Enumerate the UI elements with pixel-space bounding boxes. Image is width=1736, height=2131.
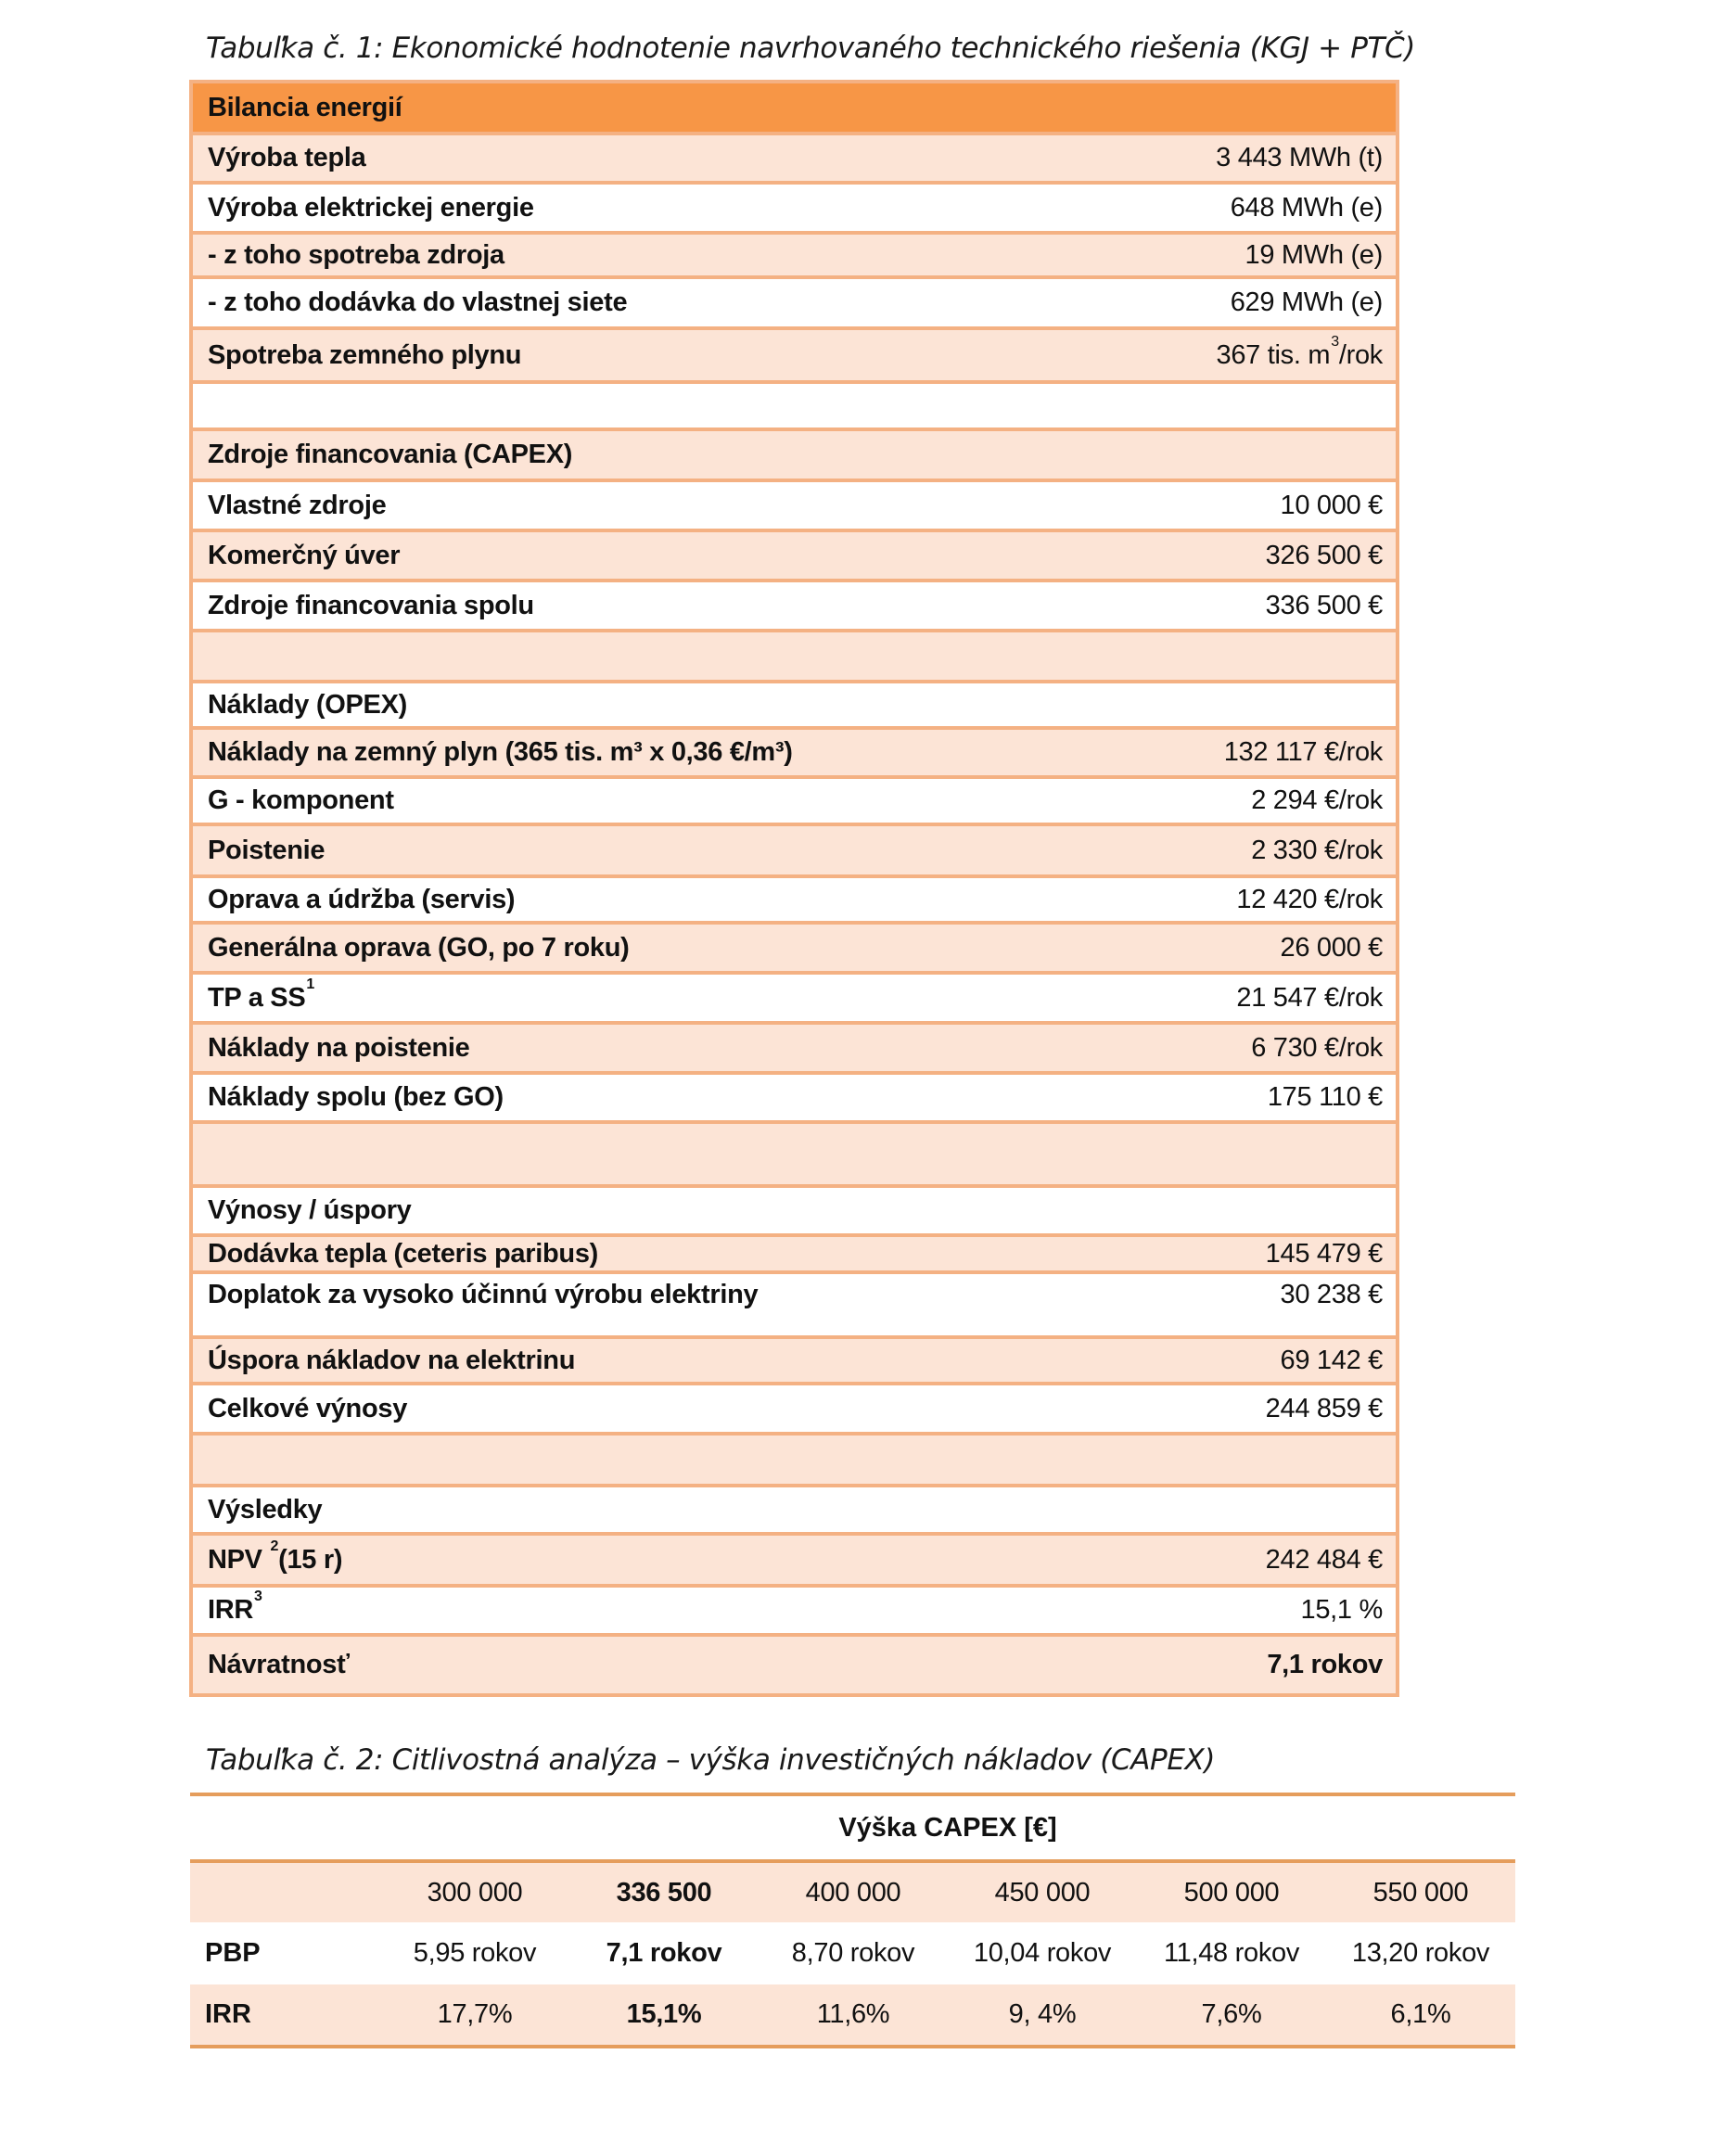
row-label-text: Výroba tepla: [208, 143, 366, 172]
row-label: [208, 1394, 407, 1424]
row-label-text: Poistenie: [208, 835, 326, 865]
row-label-text: Doplatok za vysoko účinnú výrobu elektriny: [208, 1280, 759, 1309]
row-label-text: Návratnosť: [208, 1650, 350, 1679]
table-row: [193, 1237, 1396, 1274]
table-row: [193, 1588, 1396, 1637]
footnote-ref: 2: [270, 1538, 279, 1554]
spacer-row: [193, 384, 1396, 431]
table-row: [193, 1025, 1396, 1075]
footnote-ref: 1: [306, 976, 314, 992]
row-label: [208, 1346, 575, 1376]
irr-row: [190, 1984, 1515, 2045]
row-value: [1251, 836, 1383, 866]
row-label: [208, 785, 394, 816]
capex-value-cell: 300 000: [427, 1877, 523, 1908]
metric-value-cell: 13,20 rokov: [1351, 1938, 1490, 1968]
table-row: [193, 235, 1396, 279]
spacer-row: [193, 632, 1396, 683]
capex-value-cell: 450 000: [994, 1877, 1091, 1908]
row-label-text: Zdroje financovania spolu: [208, 590, 534, 620]
row-label-text: Generálna oprava (GO, po 7 roku): [208, 932, 630, 963]
row-label-text: Náklady (OPEX): [208, 689, 407, 720]
row-label: [208, 193, 534, 223]
row-value: [1251, 785, 1383, 816]
row-value: [1236, 885, 1383, 915]
row-label: [208, 836, 325, 866]
row-value: [1266, 541, 1383, 571]
row-value: [1266, 1394, 1383, 1424]
row-label: [208, 541, 400, 571]
row-label-text: Výsledky: [208, 1494, 323, 1525]
capex-value-cell: 500 000: [1183, 1877, 1280, 1908]
row-value-text: 26 000 €: [1280, 932, 1383, 963]
row-value-text: 3 443 MWh (t): [1216, 143, 1383, 172]
table-bottom-rule: [190, 2045, 1515, 2048]
row-label-text: Zdroje financovania (CAPEX): [208, 440, 573, 469]
table-row: [193, 925, 1396, 975]
row-label-text: - z toho dodávka do vlastnej siete: [208, 287, 628, 317]
economic-evaluation-table: [189, 80, 1399, 1697]
row-value: [1281, 1280, 1384, 1310]
row-label: [208, 885, 515, 915]
row-value-text: 15,1 %: [1300, 1595, 1383, 1625]
table1-caption: Tabuľka č. 1: Ekonomické hodnotenie navrhovaného technického riešenia (KGJ + PTČ): [206, 32, 1415, 65]
row-label-text: G - komponent: [208, 785, 394, 815]
table-row: [193, 135, 1396, 185]
row-value: [1245, 240, 1383, 271]
row-value-text: 12 420 €/rok: [1236, 884, 1383, 914]
metric-value-cell: 7,6%: [1201, 1999, 1262, 2029]
metric-value-cell: 5,95 rokov: [413, 1938, 537, 1968]
row-value-text: 7,1 rokov: [1267, 1650, 1383, 1679]
table-row: [193, 582, 1396, 632]
row-label: PBP: [205, 1938, 261, 1968]
table-row: [193, 1188, 1396, 1237]
table-row: [193, 482, 1396, 532]
metric-value-cell: 11,6%: [816, 1999, 890, 2029]
row-value-text: 132 117 €/rok: [1223, 737, 1383, 767]
table-row: [193, 330, 1396, 384]
row-value: [1266, 591, 1383, 621]
row-label-text: Náklady na zemný plyn (365 tis. m³ x 0,36 €/m³): [208, 737, 793, 767]
row-label: [208, 737, 793, 768]
row-value-text: 244 859 €: [1265, 1393, 1383, 1423]
row-label-text: Náklady spolu (bez GO): [208, 1082, 504, 1112]
row-label: [208, 1650, 350, 1680]
table-row: [193, 878, 1396, 925]
table-row: [193, 1637, 1396, 1693]
row-label-text: TP a SS: [208, 982, 306, 1013]
row-label-text: Úspora nákladov na elektrinu: [208, 1345, 576, 1375]
row-value-text: 629 MWh (e): [1230, 287, 1383, 317]
row-label-text: Celkové výnosy: [208, 1393, 408, 1423]
table-row: [193, 279, 1396, 330]
section-header-row: [193, 83, 1396, 135]
row-value-text: 30 238 €: [1280, 1280, 1383, 1309]
footnote-ref: 3: [254, 1589, 262, 1604]
table-row: [193, 975, 1396, 1025]
table-row: [193, 779, 1396, 826]
row-value-text: 19 MWh (e): [1245, 239, 1383, 270]
row-value-text: 326 500 €: [1265, 540, 1383, 570]
row-label-text: Oprava a údržba (servis): [208, 884, 516, 914]
row-label-text: IRR: [208, 1595, 254, 1625]
capex-values-row: [190, 1863, 1515, 1922]
row-value: [1281, 1346, 1384, 1376]
row-label: [208, 933, 630, 963]
row-value-text: 648 MWh (e): [1230, 192, 1383, 223]
metric-value-cell: 6,1%: [1390, 1999, 1451, 2029]
row-label-text: Dodávka tepla (ceteris paribus): [208, 1238, 599, 1269]
row-value-text: 2 294 €/rok: [1251, 785, 1383, 815]
capex-value-cell: 336 500: [616, 1877, 712, 1908]
table-row: [193, 730, 1396, 779]
row-label: [208, 690, 407, 721]
table-row: [193, 1536, 1396, 1588]
row-value-text: 69 142 €: [1280, 1345, 1383, 1375]
row-label: [208, 440, 572, 470]
row-label-text: Výroba elektrickej energie: [208, 192, 534, 223]
capex-value-cell: 550 000: [1372, 1877, 1469, 1908]
row-label: [208, 1239, 598, 1270]
metric-value-cell: 8,70 rokov: [791, 1938, 915, 1968]
row-value-text: 242 484 €: [1265, 1544, 1383, 1575]
row-label: [208, 591, 534, 621]
row-value-text: 21 547 €/rok: [1236, 982, 1383, 1013]
table-row: [193, 185, 1396, 235]
metric-value-cell: 9, 4%: [1008, 1999, 1077, 2029]
row-value-text: 336 500 €: [1265, 590, 1383, 620]
row-label: [208, 1033, 470, 1064]
table-row: [193, 1339, 1396, 1385]
row-label: [208, 240, 504, 271]
row-label: [208, 491, 386, 521]
row-label-text: Spotreba zemného plynu: [208, 339, 522, 370]
row-value-text: 367 tis. m: [1216, 339, 1331, 370]
row-value: [1231, 193, 1383, 223]
row-label: [208, 143, 365, 173]
capex-header-title: Výška CAPEX [€]: [838, 1812, 1057, 1843]
row-value-text: 10 000 €: [1280, 490, 1383, 520]
table-row: [193, 532, 1396, 582]
row-label: [208, 1495, 322, 1525]
row-label: IRR: [205, 1999, 251, 2029]
spacer-row: [193, 1436, 1396, 1487]
metric-value-cell: 7,1 rokov: [606, 1938, 722, 1968]
row-value-text: 6 730 €/rok: [1251, 1032, 1383, 1063]
row-label: [208, 93, 402, 123]
row-value: [1236, 983, 1383, 1014]
row-label-suffix: (15 r): [278, 1544, 343, 1575]
table-row: [193, 683, 1396, 730]
row-value: [1267, 1650, 1383, 1680]
row-label-text: Bilancia energií: [208, 92, 402, 122]
spacer-row: [193, 1124, 1396, 1188]
pbp-row: [190, 1922, 1515, 1984]
table-row: [193, 826, 1396, 878]
row-label: [208, 1195, 412, 1226]
row-value: [1281, 933, 1384, 963]
row-label-text: Výnosy / úspory: [208, 1195, 412, 1225]
row-label: [208, 287, 627, 318]
unit-exponent: 3: [1331, 333, 1339, 350]
row-value: [1216, 143, 1383, 173]
row-label-text: - z toho spotreba zdroja: [208, 239, 504, 270]
row-value-text: 175 110 €: [1267, 1082, 1383, 1112]
table-row: [193, 431, 1396, 482]
capex-value-cell: 400 000: [805, 1877, 901, 1908]
row-label: [208, 340, 521, 371]
row-label-text: Komerčný úver: [208, 540, 401, 570]
row-value: [1301, 1595, 1384, 1626]
row-label-text: Náklady na poistenie: [208, 1032, 470, 1063]
row-value: [1268, 1082, 1383, 1113]
row-value: [1266, 1545, 1383, 1576]
row-value: [1281, 491, 1384, 521]
metric-value-cell: 15,1%: [626, 1999, 702, 2029]
metric-value-cell: 11,48 rokov: [1163, 1938, 1300, 1968]
row-label: [208, 1280, 758, 1310]
row-label: [208, 1538, 343, 1576]
sensitivity-analysis-table: [190, 1793, 1515, 2048]
capex-header-row: [190, 1796, 1515, 1859]
row-value: [1224, 737, 1383, 768]
row-value-suffix: /rok: [1338, 339, 1383, 370]
table-row: [193, 1487, 1396, 1536]
table-row: [193, 1075, 1396, 1124]
metric-value-cell: 17,7%: [437, 1999, 513, 2029]
row-value: [1231, 287, 1383, 318]
table-row: [193, 1274, 1396, 1339]
table-row: [193, 1385, 1396, 1436]
row-label-text: NPV: [208, 1544, 270, 1575]
metric-value-cell: 10,04 rokov: [973, 1938, 1112, 1968]
row-value: [1216, 333, 1383, 371]
row-label: [208, 1082, 504, 1113]
row-label-text: Vlastné zdroje: [208, 490, 387, 520]
row-value-text: 145 479 €: [1265, 1238, 1383, 1269]
row-label: [208, 976, 314, 1014]
row-value: [1251, 1033, 1383, 1064]
table2-caption: Tabuľka č. 2: Citlivostná analýza – výška investičných nákladov (CAPEX): [206, 1743, 1216, 1777]
row-value-text: 2 330 €/rok: [1251, 835, 1383, 865]
row-label: [208, 1589, 262, 1626]
row-value: [1266, 1239, 1383, 1270]
